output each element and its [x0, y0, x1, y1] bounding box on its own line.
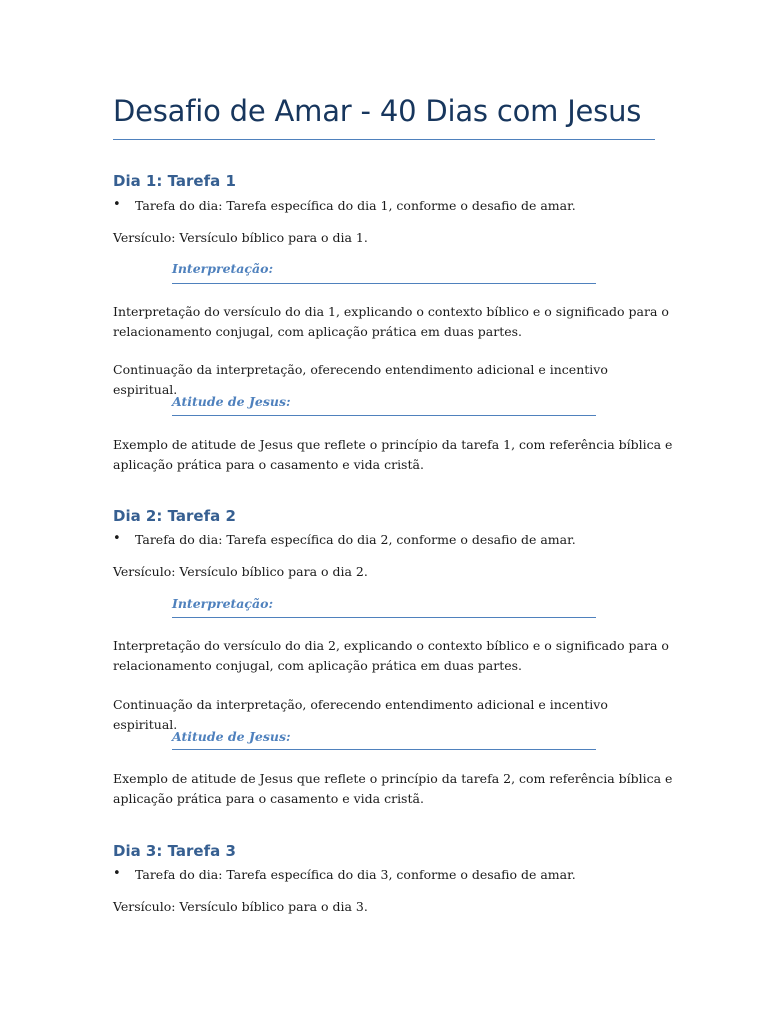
day-1-interpretation-heading: Interpretação: [172, 261, 274, 276]
day-1-task-text: Tarefa do dia: Tarefa específica do dia 1, conforme o desafio de amar. [135, 198, 576, 213]
day-2-verse: Versículo: Versículo bíblico para o dia 2. [113, 564, 368, 579]
day-1-attitude: Exemplo de atitude de Jesus que reflete o princípio da tarefa 1, com referência bíblica e aplicação prática para o casamento e vida cristã. [113, 437, 673, 472]
day-1-continuation: Continuação da interpretação, oferecendo entendimento adicional e incentivo espiritual. [113, 362, 608, 397]
day-3-verse: Versículo: Versículo bíblico para o dia 3. [113, 899, 368, 914]
day-1-attitude-heading: Atitude de Jesus: [172, 394, 291, 409]
bullet-icon: • [113, 531, 121, 546]
day-2-attitude-heading: Atitude de Jesus: [172, 729, 291, 744]
day-1-verse: Versículo: Versículo bíblico para o dia 1. [113, 230, 368, 245]
day-2-interpretation: Interpretação do versículo do dia 2, explicando o contexto bíblico e o significado para o relacionamento conjugal, com aplicação prática em duas partes. [113, 638, 669, 673]
day-2-interpretation-heading: Interpretação: [172, 596, 274, 611]
day-1-interpretation-divider [172, 283, 596, 284]
bullet-icon: • [113, 197, 121, 212]
day-2-attitude-divider [172, 749, 596, 750]
day-1-attitude-divider [172, 415, 596, 416]
document-title: Desafio de Amar - 40 Dias com Jesus [113, 94, 642, 128]
day-3-task-text: Tarefa do dia: Tarefa específica do dia 3, conforme o desafio de amar. [135, 867, 576, 882]
title-divider [113, 139, 655, 140]
day-1-heading: Dia 1: Tarefa 1 [113, 172, 236, 190]
day-3-heading: Dia 3: Tarefa 3 [113, 842, 236, 860]
day-2-heading: Dia 2: Tarefa 2 [113, 507, 236, 525]
day-2-attitude: Exemplo de atitude de Jesus que reflete o princípio da tarefa 2, com referência bíblica e aplicação prática para o casamento e vida cristã. [113, 771, 673, 806]
day-2-continuation: Continuação da interpretação, oferecendo entendimento adicional e incentivo espiritual. [113, 697, 608, 732]
bullet-icon: • [113, 866, 121, 881]
day-2-interpretation-divider [172, 617, 596, 618]
day-2-task-text: Tarefa do dia: Tarefa específica do dia 2, conforme o desafio de amar. [135, 532, 576, 547]
day-1-interpretation: Interpretação do versículo do dia 1, explicando o contexto bíblico e o significado para o relacionamento conjugal, com aplicação prática em duas partes. [113, 304, 669, 339]
